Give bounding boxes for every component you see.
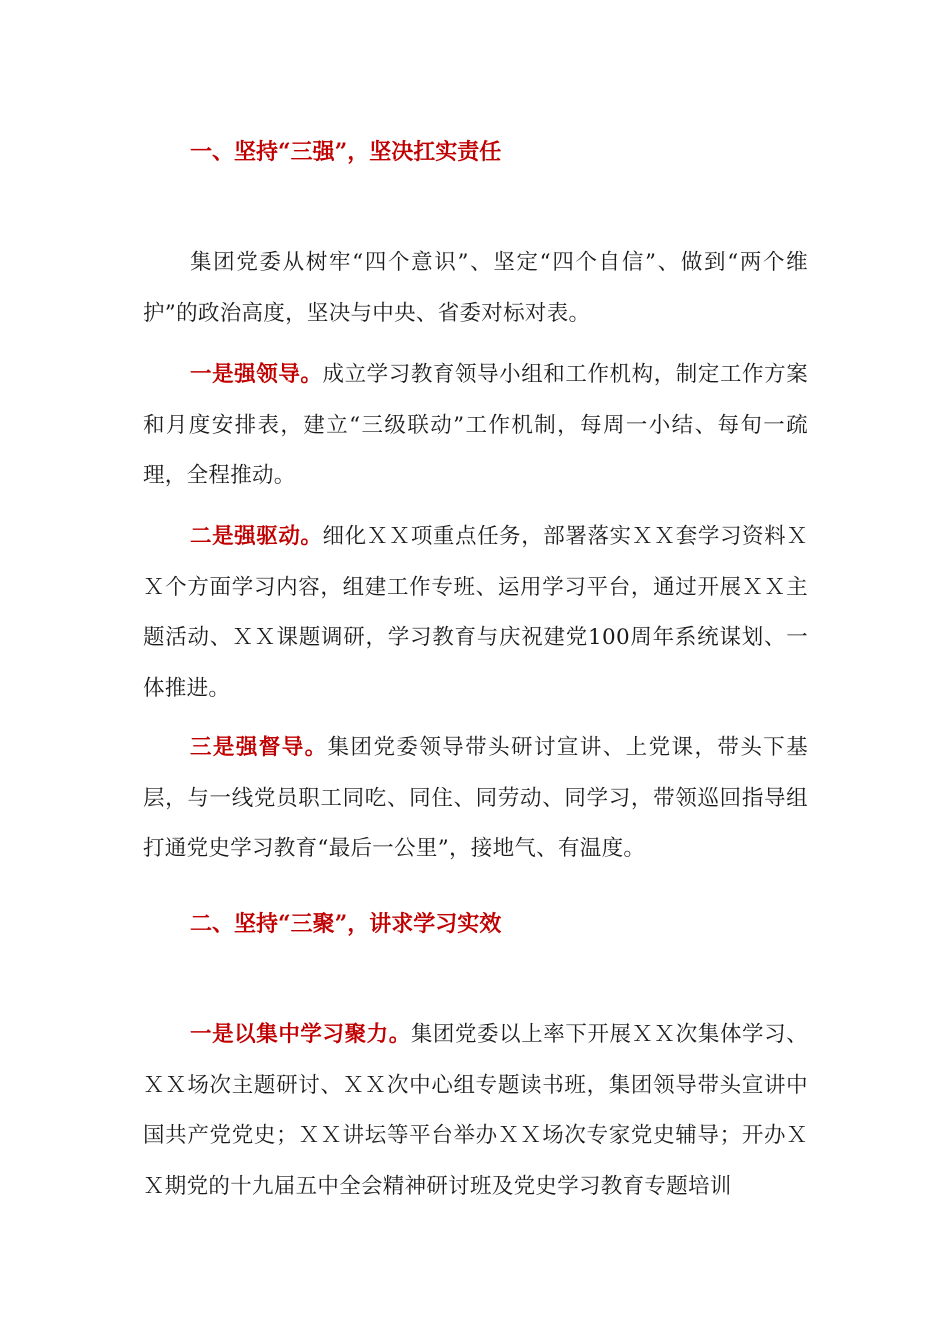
item-lead: 一是强领导。	[190, 362, 323, 387]
item-text: 集团党委以上率下开展ＸＸ次集体学习、ＸＸ场次主题研讨、ＸＸ次中心组专题读书班，集团领导带头宣讲中国共产党党史；ＸＸ讲坛等平台举办ＸＸ场次专家党史辅导；开办ＸＸ期党的十九届五中全会精神研讨班及党史学习教育专题培训	[143, 1022, 808, 1199]
item-text: 成立学习教育领导小组和工作机构，制定工作方案和月度安排表，建立“三级联动”工作机制，每周一小结、每旬一疏理，全程推动。	[143, 362, 808, 488]
item-text: 细化ＸＸ项重点任务，部署落实ＸＸ套学习资料ＸＸ个方面学习内容，组建工作专班、运用学习平台，通过开展ＸＸ主题活动、ＸＸ课题调研，学习教育与庆祝建党100周年系统谋划、一体推进。	[143, 524, 808, 701]
section-1-item-2	[143, 512, 808, 714]
section-1-intro: 集团党委从树牢“四个意识”、坚定“四个自信”、做到“两个维护”的政治高度，坚决与中央、省委对标对表。	[143, 250, 808, 326]
section-1-heading: 一、坚持“三强”，坚决扛实责任	[190, 139, 502, 165]
section-1-item-1	[143, 350, 808, 502]
section-2-heading: 二、坚持“三聚”，讲求学习实效	[190, 911, 502, 937]
section-2-item-1	[143, 1010, 808, 1212]
item-lead: 三是强督导。	[190, 735, 328, 760]
item-text: 集团党委领导带头研讨宣讲、上党课，带头下基层，与一线党员职工同吃、同住、同劳动、同学习，带领巡回指导组打通党史学习教育“最后一公里”，接地气、有温度。	[143, 735, 808, 861]
section-1-item-3	[143, 723, 808, 875]
item-lead: 二是强驱动。	[190, 524, 323, 549]
item-lead: 一是以集中学习聚力。	[190, 1022, 411, 1047]
